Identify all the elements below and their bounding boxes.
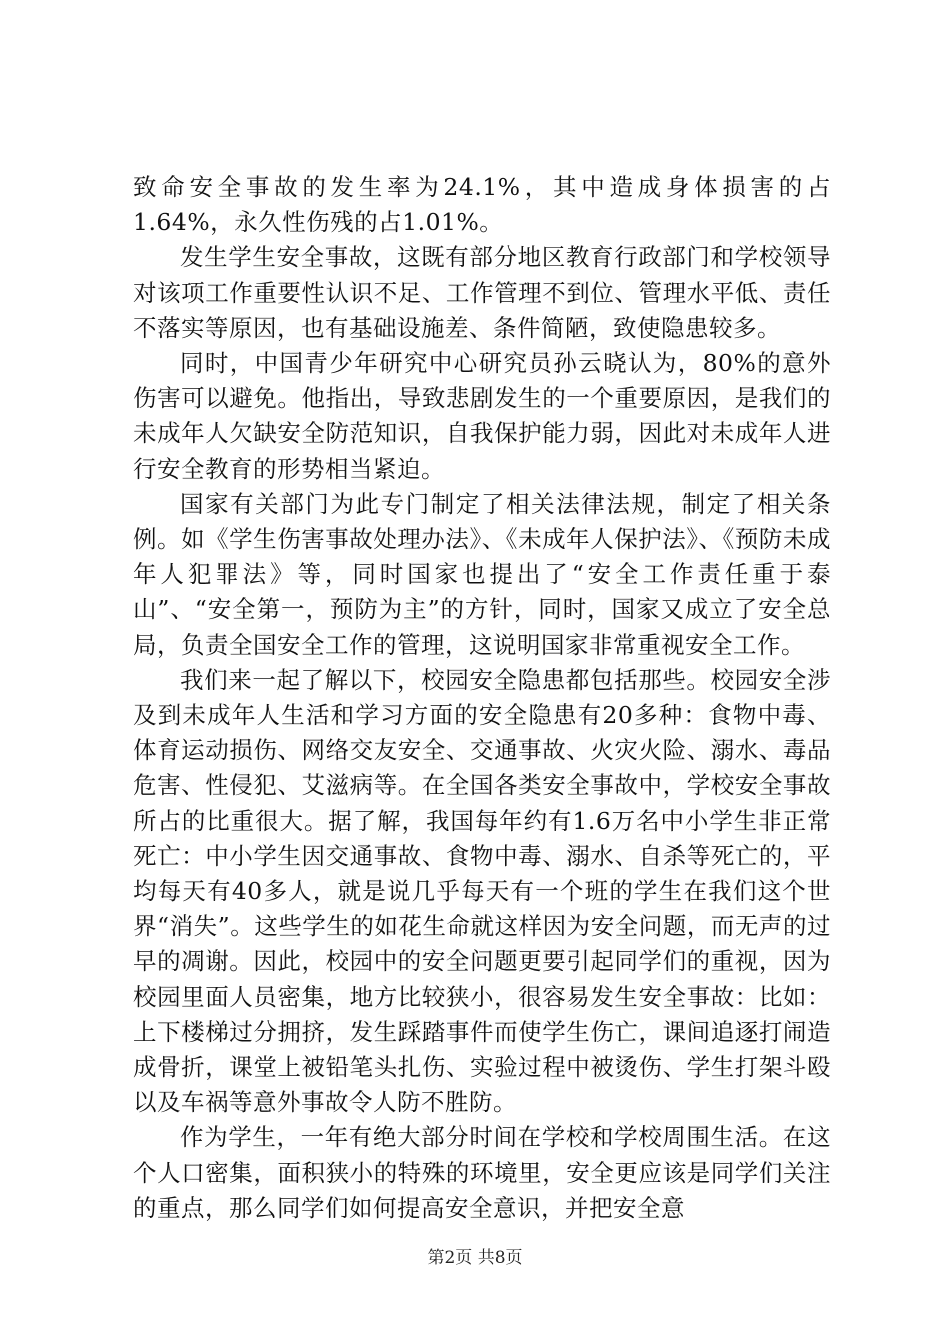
paragraph-students: 作为学生，一年有绝大部分时间在学校和学校周围生活。在这个人口密集，面积狭小的特殊的环境里，安全更应该是同学们关注的重点，那么同学们如何提高安全意识，并把安全意 [133, 1123, 831, 1222]
paragraph-campus-hazards: 我们来一起了解以下，校园安全隐患都包括那些。校园安全涉及到未成年人生活和学习方面的安全隐患有20多种：食物中毒、体育运动损伤、网络交友安全、交通事故、火灾火险、溺水、毒品危害、性侵犯、艾滋病等。在全国各类安全事故中，学校安全事故所占的比重很大。据了解，我国每年约有1.6万名中小学生非正常死亡：中小学生因交通事故、食物中毒、溺水、自杀等死亡的，平均每天有40多人，就是说几乎每天有一个班的学生在我们这个世界“消失”。这些学生的如花生命就这样因为安全问题，而无声的过早的凋谢。因此，校园中的安全问题更要引起同学们的重视，因为校园里面人员密集，地方比较狭小，很容易发生安全事故：比如：上下楼梯过分拥挤，发生踩踏事件而使学生伤亡，课间追逐打闹造成骨折，课堂上被铅笔头扎伤、实验过程中被烫伤、学生打架斗殴以及车祸等意外事故令人防不胜防。 [133, 665, 831, 1117]
paragraph-accident-rates: 致命安全事故的发生率为24.1%，其中造成身体损害的占1.64%，永久性伤残的占1.01%。 [133, 173, 831, 237]
paragraph-causes: 发生学生安全事故，这既有部分地区教育行政部门和学校领导对该项工作重要性认识不足、工作管理不到位、管理水平低、责任不落实等原因，也有基础设施差、条件简陋，致使隐患较多。 [133, 243, 831, 342]
paragraph-laws: 国家有关部门为此专门制定了相关法律法规，制定了相关条例。如《学生伤害事故处理办法》、《未成年人保护法》、《预防未成年人犯罪法》等，同时国家也提出了“安全工作责任重于泰山”、“安全第一，预防为主”的方针，同时，国家又成立了安全总局，负责全国安全工作的管理，这说明国家非常重视安全工作。 [133, 489, 831, 659]
paragraph-expert-view: 同时，中国青少年研究中心研究员孙云晓认为，80%的意外伤害可以避免。他指出，导致悲剧发生的一个重要原因，是我们的未成年人欠缺安全防范知识，自我保护能力弱，因此对未成年人进行安全教育的形势相当紧迫。 [133, 349, 831, 483]
page-footer: 第2页 共8页 [427, 1248, 523, 1268]
document-body [133, 170, 831, 1226]
